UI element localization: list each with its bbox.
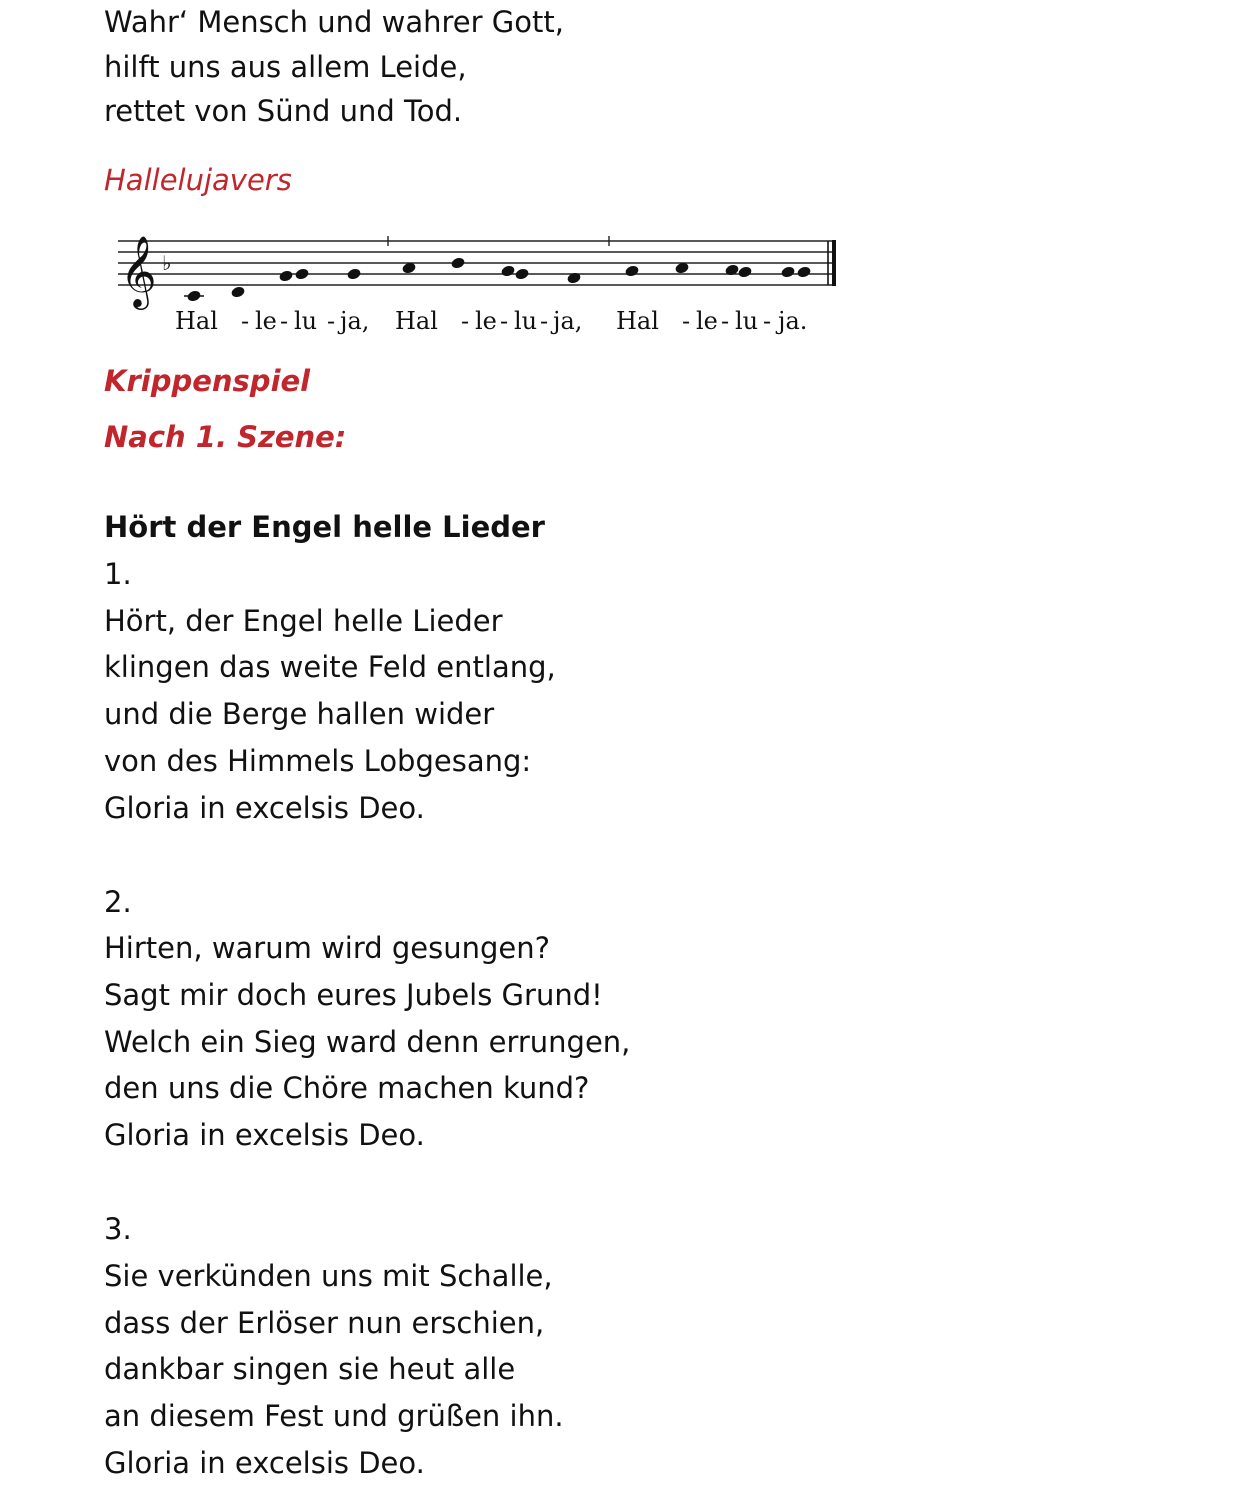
verse-1-line-2: klingen das weite Feld entlang, [104, 650, 556, 684]
verse-2-line-2: Sagt mir doch eures Jubels Grund! [104, 978, 603, 1012]
note-head [624, 264, 639, 277]
staff-lines [118, 241, 836, 285]
krippenspiel-heading: Krippenspiel [104, 364, 311, 398]
lyric-syllable: - [721, 307, 730, 335]
intro-line-2: hilft uns aus allem Leide, [104, 50, 467, 84]
note-head [346, 267, 361, 280]
note-head [780, 265, 795, 278]
lyric-syllable: lu [735, 307, 759, 335]
note-head [724, 263, 739, 276]
lyric-syllable: lu [514, 307, 538, 335]
lyric-syllable: Hal [616, 307, 659, 335]
lyric-syllables [175, 307, 807, 335]
verse-1-line-1: Hört, der Engel helle Lieder [104, 604, 503, 638]
lyric-syllable: - [540, 307, 549, 335]
lyric-syllable: ja, [340, 307, 370, 335]
verse-1-line-3: und die Berge hallen wider [104, 697, 495, 731]
note-head [278, 269, 293, 282]
lyric-syllable: - [763, 307, 772, 335]
treble-clef-icon: 𝄞 [120, 234, 157, 307]
lyric-syllable: - [241, 307, 250, 335]
lyric-syllable: lu [294, 307, 318, 335]
lyric-syllable: - [461, 307, 470, 335]
note-head [796, 265, 811, 278]
lyric-syllable: - [500, 307, 509, 335]
verse-3-number: 3. [104, 1212, 132, 1246]
lyric-syllable: le [475, 307, 497, 335]
lyric-syllable: - [682, 307, 691, 335]
intro-line-3: rettet von Sünd und Tod. [104, 94, 463, 128]
lyric-syllable: le [696, 307, 718, 335]
note-head [500, 264, 515, 277]
verse-3-line-1: Sie verkünden uns mit Schalle, [104, 1259, 553, 1293]
hallelujavers-heading: Hallelujavers [104, 163, 292, 197]
note-head [566, 271, 581, 284]
verse-3-line-2: dass der Erlöser nun erschien, [104, 1306, 545, 1340]
verse-1-number: 1. [104, 557, 132, 591]
note-head [450, 256, 465, 269]
note-head [514, 267, 529, 280]
hallelujah-music-staff [118, 226, 848, 342]
verse-1-line-4: von des Himmels Lobgesang: [104, 744, 532, 778]
lyric-syllable: - [280, 307, 289, 335]
verse-2-number: 2. [104, 885, 132, 919]
flat-key-signature-icon: ♭ [162, 251, 172, 275]
lyric-syllable: Hal [395, 307, 438, 335]
song-title: Hört der Engel helle Lieder [104, 510, 545, 544]
verse-2-line-1: Hirten, warum wird gesungen? [104, 931, 551, 965]
verse-2-line-3: Welch ein Sieg ward denn errungen, [104, 1025, 631, 1059]
lyric-syllable: le [255, 307, 277, 335]
verse-3-line-3: dankbar singen sie heut alle [104, 1352, 516, 1386]
verse-1-line-5: Gloria in excelsis Deo. [104, 791, 425, 825]
lyric-syllable: ja, [553, 307, 583, 335]
verse-3-line-4: an diesem Fest und grüßen ihn. [104, 1399, 564, 1433]
note-head [230, 285, 245, 298]
lyric-syllable: - [327, 307, 336, 335]
note-head [294, 267, 309, 280]
lyric-syllable: Hal [175, 307, 218, 335]
lyric-syllable: ja. [778, 307, 808, 335]
intro-line-1: Wahr‘ Mensch und wahrer Gott, [104, 5, 564, 39]
scene-heading: Nach 1. Szene: [104, 420, 347, 454]
verse-2-line-4: den uns die Chöre machen kund? [104, 1071, 590, 1105]
note-head [737, 265, 752, 278]
verse-2-line-5: Gloria in excelsis Deo. [104, 1118, 425, 1152]
verse-3-line-5: Gloria in excelsis Deo. [104, 1446, 425, 1480]
